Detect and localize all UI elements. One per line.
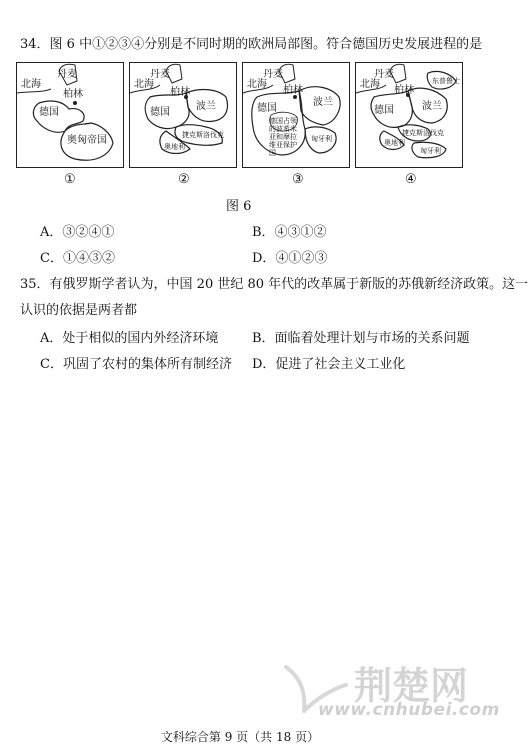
map-4-number: ④: [405, 172, 417, 187]
figure-caption: 图 6: [226, 199, 252, 214]
map-4-prussia-label: 东普鲁士: [432, 77, 460, 85]
map-4: [355, 62, 463, 168]
q34-stem: 34．图 6 中①②③④分别是不同时期的欧洲局部图。符合德国历史发展进程的是: [20, 37, 483, 52]
map-1-denmark-label: 丹麦: [57, 69, 77, 80]
map-2-germany-label: 德国: [150, 107, 170, 118]
q34-option-b[interactable]: B．④③①②: [252, 225, 327, 240]
map-4-hungary-label: 匈牙利: [420, 147, 441, 155]
map-2-berlin-label: 柏林: [170, 87, 190, 98]
q35-option-b[interactable]: B．面临着处理计划与市场的关系问题: [252, 331, 470, 346]
map-1-berlin-label: 柏林: [63, 89, 83, 100]
watermark-brand: 荆楚网: [354, 664, 469, 708]
q35-option-c[interactable]: C．巩固了农村的集体所有制经济: [40, 357, 232, 372]
map-3-germany-label: 德国: [257, 103, 277, 114]
map-2-north-sea-label: 北海: [134, 79, 154, 90]
map-1-north-sea-label: 北海: [21, 79, 41, 90]
q34-option-a[interactable]: A．③②④①: [40, 225, 115, 240]
map-3-hungary-label: 匈牙利: [311, 135, 332, 143]
map-4-germany-label: 德国: [374, 105, 394, 116]
map-2-czech-label: 捷克斯洛伐克: [182, 131, 224, 139]
map-3-protectorate-label: 德国占领的波希米亚和摩拉维亚保护国: [269, 117, 297, 157]
map-2: [129, 62, 237, 168]
map-2-denmark-label: 丹麦: [150, 69, 170, 80]
map-4-north-sea-label: 北海: [360, 79, 380, 90]
q35-option-a[interactable]: A．处于相似的国内外经济环境: [40, 331, 219, 346]
map-1-germany-label: 德国: [39, 107, 59, 118]
q34-option-c[interactable]: C．①④③②: [40, 251, 115, 266]
map-3-number: ③: [292, 172, 304, 187]
q35-option-d[interactable]: D．促进了社会主义工业化: [252, 357, 406, 372]
map-2-poland-label: 波兰: [196, 101, 216, 112]
watermark-url: www.cnhubei.com: [318, 700, 500, 720]
map-2-number: ②: [178, 172, 190, 187]
q34-option-d[interactable]: D．④①②③: [252, 251, 328, 266]
map-3-poland-label: 波兰: [313, 97, 333, 108]
map-3-north-sea-label: 北海: [247, 79, 267, 90]
q35-stem-line1: 35．有俄罗斯学者认为，中国 20 世纪 80 年代的改革属于新版的苏俄新经济政策。这一: [20, 277, 528, 292]
page-footer: 文科综合第 9 页（共 18 页）: [160, 730, 320, 744]
map-2-austria-label: 奥地利: [164, 143, 185, 151]
map-4-czech-label: 捷克斯洛伐克: [402, 129, 444, 137]
map-3-berlin-label: 柏林: [283, 85, 303, 96]
map-4-poland-label: 波兰: [422, 101, 442, 112]
map-4-austria-label: 奥地利: [384, 139, 405, 147]
map-3-denmark-label: 丹麦: [263, 69, 283, 80]
map-1-austria-label: 奥匈帝国: [67, 135, 107, 146]
map-4-berlin-label: 柏林: [394, 85, 414, 96]
q35-stem-line2: 认识的依据是两者都: [20, 303, 138, 318]
map-1: [16, 62, 124, 168]
map-figure: [16, 62, 464, 166]
map-3: [242, 62, 350, 168]
map-1-number: ①: [64, 172, 76, 187]
map-4-denmark-label: 丹麦: [374, 69, 394, 80]
